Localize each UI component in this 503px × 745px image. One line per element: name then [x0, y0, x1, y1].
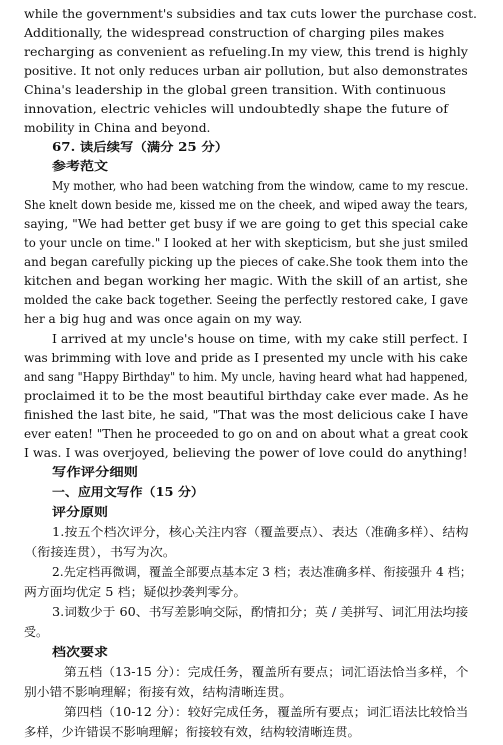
text-line: 第五档（13-15 分）：完成任务，覆盖所有要点；词汇语法恰当多样，个	[64, 665, 469, 679]
text-line: 多样，少许错误不影响理解；衔接较有效，结构较清晰连贯。	[24, 725, 361, 739]
text-line: and sang "Happy Birthday" to him. My uncle, having heard what had happened,	[24, 370, 468, 384]
text-line: 第四档（10-12 分）：较好完成任务，覆盖所有要点；词汇语法比较恰当	[64, 705, 469, 719]
text-line: mobility in China and beyond.	[24, 121, 211, 135]
text-line: She knelt down beside me, kissed me on the cheek, and wiped away the tears,	[24, 198, 468, 212]
section-heading: 写作评分细则	[52, 465, 139, 479]
text-line: positive. It not only reduces urban air pollution, but also demonstrates	[24, 64, 468, 78]
text-line: her a big hug and was once again on my way.	[24, 312, 303, 326]
text-line: while the government's subsidies and tax cuts lower the purchase cost.	[24, 7, 477, 21]
text-line: 3.词数少于 60、书写差影响交际，酌情扣分；英 / 美拼写、词汇用法均接	[52, 605, 469, 619]
text-line: proclaimed it to be the most beautiful birthday cake ever made. As he	[24, 389, 469, 403]
text-line: 两方面均优定 5 档；疑似抄袭判零分。	[24, 585, 247, 599]
text-line: I was. I was overjoyed, believing the power of love could do anything!	[24, 446, 468, 460]
text-line: saying, "We had better get busy if we are going to get this special cake	[24, 217, 469, 231]
section-heading: 档次要求	[52, 645, 109, 659]
text-line: finished the last bite, he said, "That was the most delicious cake I have	[24, 408, 469, 422]
section-heading: 一、应用文写作（15 分）	[52, 485, 204, 499]
section-heading: 67. 读后续写（满分 25 分）	[52, 140, 229, 154]
text-line: I arrived at my uncle's house on time, with my cake still perfect. I	[52, 332, 468, 346]
text-line: 受。	[24, 625, 49, 639]
text-line: kitchen and began working her magic. With the skill of an artist, she	[24, 274, 468, 288]
section-heading: 评分原则	[52, 505, 109, 519]
text-line: China's leadership in the global green transition. With continuous	[24, 83, 446, 97]
text-line: innovation, electric vehicles will undoubtedly shape the future of	[24, 102, 449, 116]
text-line: recharging as convenient as refueling.In my view, this trend is highly	[24, 45, 468, 59]
text-line: 2.先定档再微调，覆盖全部要点基本定 3 档；表达准确多样、衔接强升 4 档；	[52, 565, 472, 579]
text-line: Additionally, the widespread construction of charging piles makes	[24, 26, 445, 40]
text-line: ever eaten! "Then he proceeded to go on and on about what a great cook	[24, 427, 468, 441]
text-line: 1.按五个档次评分，核心关注内容（覆盖要点）、表达（准确多样）、结构	[52, 525, 469, 539]
text-line: molded the cake back together. Seeing the perfectly restored cake, I gave	[24, 293, 468, 307]
text-line: to your uncle on time." I looked at her with skepticism, but she just smiled	[24, 236, 469, 250]
text-line: 别小错不影响理解；衔接有效，结构清晰连贯。	[24, 685, 293, 699]
text-line: My mother, who had been watching from the window, came to my rescue.	[52, 179, 469, 193]
text-line: （衔接连贯），书写为次。	[24, 545, 177, 559]
text-line: was brimming with love and pride as I presented my uncle with his cake	[24, 351, 468, 365]
text-line: and began carefully picking up the pieces of cake.She took them into the	[24, 255, 469, 269]
section-heading: 参考范文	[52, 159, 109, 173]
